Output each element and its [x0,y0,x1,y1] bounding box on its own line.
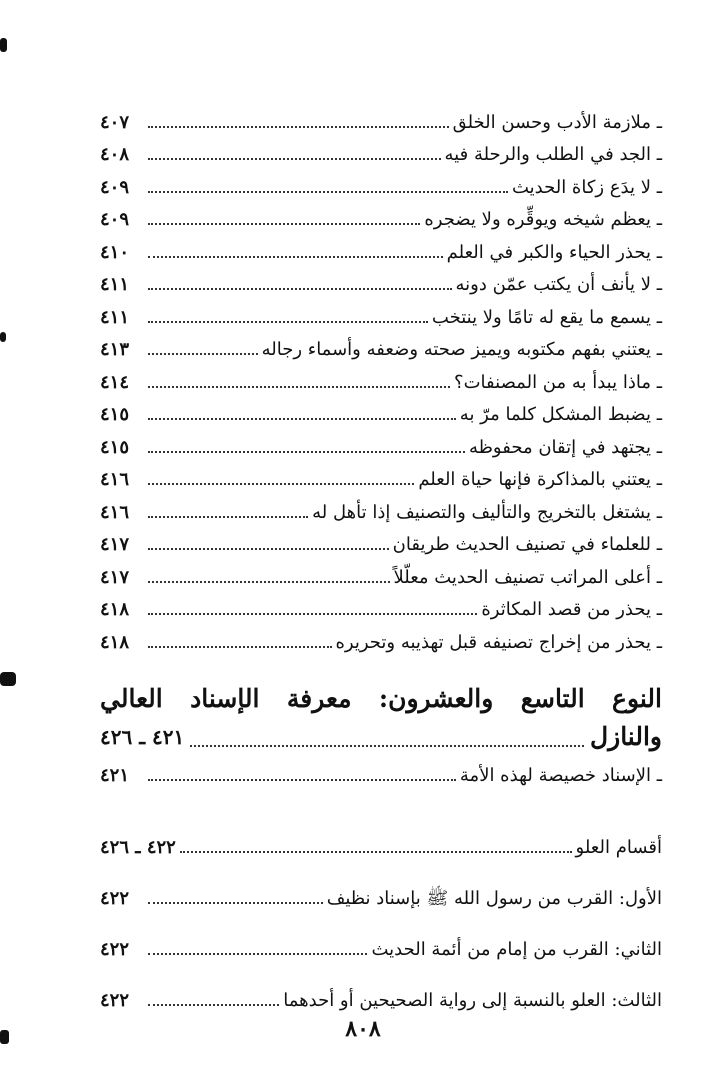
toc-entry-text: ـ يحذر من قصد المكاثرة [481,599,662,620]
toc-entry [100,491,662,524]
toc-entry-text: ـ يحذر من إخراج تصنيفه قبل تهذيبه وتحريره [335,631,662,653]
section-heading-line-1 [100,680,662,718]
toc-entry-text: الأول: القرب من رسول الله ﷺ بإسناد نظيف [326,888,662,909]
toc-list [100,101,662,654]
toc-entry-page: ٤٢١ [100,765,130,786]
toc-entry [100,910,662,961]
section-heading [100,680,662,756]
toc-entry [100,459,662,492]
toc-entry [100,134,662,167]
toc-entry-page: ٤١٥ [100,404,130,425]
heading-word: النوع [612,684,662,713]
toc-entry [100,166,662,199]
scan-mark-top-left [0,38,7,52]
toc-entry [100,361,662,394]
toc-entry [100,961,662,1012]
toc-entry-page: ٤١٥ [100,436,130,458]
dot-leader [148,451,465,453]
toc-entry-page: ٤١٧ [100,534,130,555]
heading-word: التاسع [520,684,585,713]
dot-leader [148,902,323,904]
toc-entry-page: ٤٢٢ [100,990,130,1011]
heading-page-range: ٤٢١ ـ ٤٢٦ [100,725,185,749]
toc-entry-text: ـ الجد في الطلب والرحلة فيه [444,144,662,165]
toc-entry-page: ٤١٨ [100,631,130,653]
page-number: ٨٠٨ [345,1016,381,1042]
toc-entry [100,621,662,654]
scan-mark-mid-left [0,332,6,342]
toc-entry [100,264,662,297]
scan-mark-left [0,672,16,686]
dot-leader [190,745,584,747]
toc-entry-page: ٤٠٧ [100,111,130,133]
toc-entry-text: الثالث: العلو بالنسبة إلى رواية الصحيحين أو أحدهما [283,990,662,1011]
dot-leader [148,386,450,388]
dot-leader [148,191,508,193]
toc-entry-text: ـ لا يدَع زكاة الحديث [511,176,662,198]
dot-leader [148,321,428,323]
toc-entry [100,231,662,264]
toc-entry-page: ٤٠٨ [100,144,130,165]
toc-entry-page: ٤٠٩ [100,209,130,230]
toc-entry [100,394,662,427]
dot-leader [148,779,456,781]
toc-entry-text: ـ الإسناد خصيصة لهذه الأمة [459,765,662,786]
toc-entry-text: ـ يعتني بفهم مكتوبه ويميز صحته وضعفه وأسماء رجاله [261,339,662,360]
toc-entry-text: ـ للعلماء في تصنيف الحديث طريقان [392,534,662,555]
toc-entry-text: ـ ماذا يبدأ به من المصنفات؟ [454,371,662,393]
toc-entry [100,787,662,859]
heading-line-2-text: والنازل [589,722,662,751]
toc-entry-text: ـ يشتغل بالتخريج والتأليف والتصنيف إذا تأهل له [312,501,662,523]
dot-leader [148,483,414,485]
dot-leader [148,581,390,583]
dot-leader [148,126,449,128]
toc-entry-page: ٤٠٩ [100,176,130,198]
toc-entry-page: ٤٢٢ [100,939,130,960]
toc-entry-page: ٤١٣ [100,339,130,360]
toc-entry [100,589,662,622]
dot-leader [148,288,452,290]
toc-list-2 [100,755,662,1012]
toc-entry-text: ـ يسمع ما يقع له تامًا ولا ينتخب [431,306,662,328]
dot-leader [148,158,441,160]
dot-leader [148,223,420,225]
heading-word: العالي [100,684,163,713]
toc-entry-page: ٤١١ [100,274,130,295]
toc-entry-page: ٤١٨ [100,599,130,620]
toc-entry-page: ٤١٤ [100,371,130,393]
toc-entry-page: ٤١٧ [100,566,130,588]
toc-entry-text: ـ يجتهد في إتقان محفوظه [468,436,662,458]
toc-entry-text: الثاني: القرب من إمام من أئمة الحديث [371,939,662,960]
toc-entry-page: ٤١٠ [100,241,130,263]
toc-entry [100,426,662,459]
toc-entry-page: ٤٢٢ ـ ٤٢٦ [100,837,176,858]
toc-entry-page: ٤٢٢ [100,888,130,909]
dot-leader [148,953,367,955]
toc-entry-text: ـ أعلى المراتب تصنيف الحديث معلّلاً [393,566,662,588]
section-heading-line-2 [100,718,662,756]
toc-entry-page: ٤١٦ [100,501,130,523]
toc-entry [100,329,662,362]
toc-entry-text: ـ لا يأنف أن يكتب عمّن دونه [455,274,662,295]
dot-leader [148,516,308,518]
toc-entry-text: ـ يعظم شيخه ويوقِّره ولا يضجره [424,209,662,230]
toc-entry-page: ٤١٦ [100,469,130,490]
dot-leader [148,548,389,550]
dot-leader [148,646,332,648]
heading-word: الإسناد [190,684,260,713]
toc-entry [100,524,662,557]
toc-entry [100,556,662,589]
toc-entry-text: ـ ملازمة الأدب وحسن الخلق [452,111,662,133]
toc-entry [100,101,662,134]
toc-entry [100,199,662,232]
toc-entry-page: ٤١١ [100,306,130,328]
heading-word: معرفة [286,684,352,713]
toc-entry-text: ـ يحذر الحياء والكبر في العلم [446,241,662,263]
toc-entry [100,755,662,787]
dot-leader [148,353,258,355]
dot-leader [148,613,477,615]
dot-leader [180,851,572,853]
toc-entry-text: ـ يعتني بالمذاكرة فإنها حياة العلم [418,469,662,490]
toc-entry-text: أقسام العلو [575,837,662,858]
dot-leader [148,1004,279,1006]
dot-leader [148,256,443,258]
heading-word: والعشرون: [378,684,494,713]
toc-entry [100,296,662,329]
toc-entry [100,859,662,910]
dot-leader [148,418,456,420]
toc-entry-text: ـ يضبط المشكل كلما مرّ به [459,404,662,425]
